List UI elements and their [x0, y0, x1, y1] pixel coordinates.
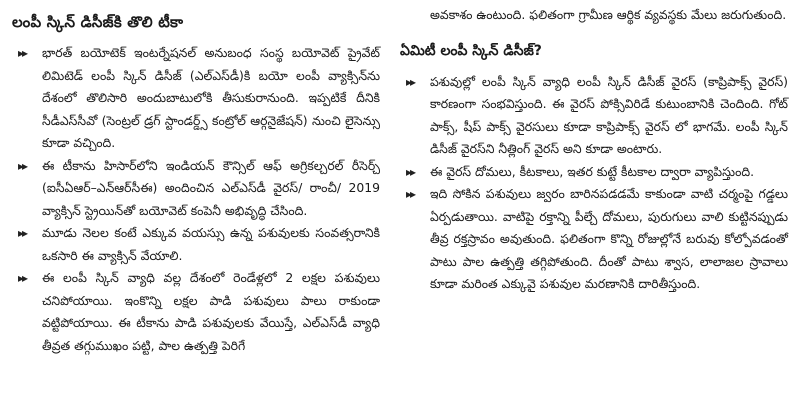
bullet-text: ఈ లంపీ స్కిన్ వ్యాధి వల్ల దేశంలో రెండేళ్లలో 2 లక్షల పశువులు చనిపోయాయి. ఇంకొన్ని లక్షల పాడి పశువులు పాలు రాకుండా వట్టిపోయాయి. ఈ టీకాను పాడి పశువులకు వేయిస్తే, ఎల్ఎస్‌డీ వ్యాధి తీవ్రత తగ్గుముఖం పట్టి, పాల ఉత్పత్తి పెరిగే [42, 270, 380, 353]
list-item [12, 42, 380, 155]
list-item [12, 222, 380, 267]
bullet-icon: ▸▸ [18, 46, 27, 60]
bullet-text: మూడు నెలల కంటే ఎక్కువ వయస్సు ఉన్న పశువులకు సంవత్సరానికి ఒకసారి ఈ వ్యాక్సిన్ వేయాలి. [42, 225, 380, 263]
bullet-text: ఇది సోకిన పశువులు జ్వరం బారినపడడమే కాకుండా వాటి చర్మంపై గడ్డలు ఏర్పడుతాయి. వాటిపై రక్తాన్ని పీల్చే దోమలు, పురుగులు వాలి కుట్టినప్పుడు తీవ్ర రక్తస్రావం అవుతుంది. ఫలితంగా కొన్ని రోజుల్లోనే బరువు కోల్పోవడంతో పాటు పాల ఉత్పత్తి తగ్గిపోతుంది. దీంతో పాటు శ్వాస, లాలాజల స్రావాలు కూడా మరింత ఎక్కువై పశువుల మరణానికి దారితీస్తుంది. [430, 186, 788, 291]
bullet-text: ఈ టీకాను హిసార్‌లోని ఇండియన్ కౌన్సిల్ ఆఫ్ అగ్రికల్చరల్ రీసెర్చ్ (ఐసీఏఆర్–ఎన్ఆర్‌సీఈ) అందించిన ఎల్ఎస్‌డీ వైరస్/ రాంచీ/ 2019 వ్యాక్సిన్ స్ట్రెయిన్‌తో బయోవెట్ కంపెనీ అభివృద్ధి చేసింది. [42, 157, 380, 218]
right-column [400, 4, 788, 296]
bullet-icon: ▸▸ [406, 187, 415, 201]
list-item [400, 183, 788, 296]
bullet-icon: ▸▸ [18, 158, 27, 173]
list-item [12, 267, 380, 357]
section-heading: ఏమిటీ లంపీ స్కిన్ డిసీజ్? [400, 42, 542, 59]
bullet-text: ఈ వైరస్ దోమలు, కీటకాలు, ఇతర కుట్టే కీటకాల ద్వారా వ్యాపిస్తుంది. [430, 163, 755, 179]
continued-paragraph: అవకాశం ఉంటుంది. ఫలితంగా గ్రామీణ ఆర్థిక వ్యవస్థకు మేలు జరుగుతుంది. [430, 7, 787, 22]
bullet-text: పశువుల్లో లంపీ స్కిన్ వ్యాధి లంపీ స్కిన్ డిసీజ్ వైరస్ (కాప్రిపాక్స్ వైరస్) కారణంగా సంభవిస్తుంది. ఈ వైరస్ పోక్సివిరిడే కుటుంబానికి చెందింది. గోట్ పాక్స్, షీప్ పాక్స్ వైరసులు కూడా కాప్రిపాక్స్ వైరస్ లో భాగమే. లంపీ స్కిన్ డిసీజ్ వైరస్‌ని నీత్లింగ్ వైరస్ అని కూడా అంటారు. [430, 73, 788, 156]
article-headline: లంపీ స్కిన్ డిసీజ్‌కి తొలి టీకా [12, 13, 184, 31]
bullet-icon: ▸▸ [18, 226, 27, 240]
bullet-icon: ▸▸ [18, 271, 27, 285]
bullet-text: భారత్ బయోటెక్ ఇంటర్నేషనల్ అనుబంధ సంస్థ బయోవెట్ ప్రైవేట్ లిమిటెడ్ లంపీ స్కిన్ డిసీజ్ (ఎల్ఎస్‌డీ)కి బయో లంపీ వ్యాక్సిన్‌ను దేశంలో తొలిసారి అందుబాటులోకి తీసుకురానుంది. ఇప్పటికే దీనికి సీడీఎస్‌సీవో (సెంట్రల్ డ్రగ్ స్టాండర్డ్స్ కంట్రోల్ ఆర్గనైజేషన్) నుంచి లైసెన్సు కూడా వచ్చింది. [42, 45, 380, 150]
list-item [400, 161, 788, 184]
list-item [400, 71, 788, 161]
left-column [12, 4, 380, 357]
bullet-icon: ▸▸ [406, 164, 415, 179]
bullet-icon: ▸▸ [406, 74, 415, 89]
list-item [12, 155, 380, 223]
